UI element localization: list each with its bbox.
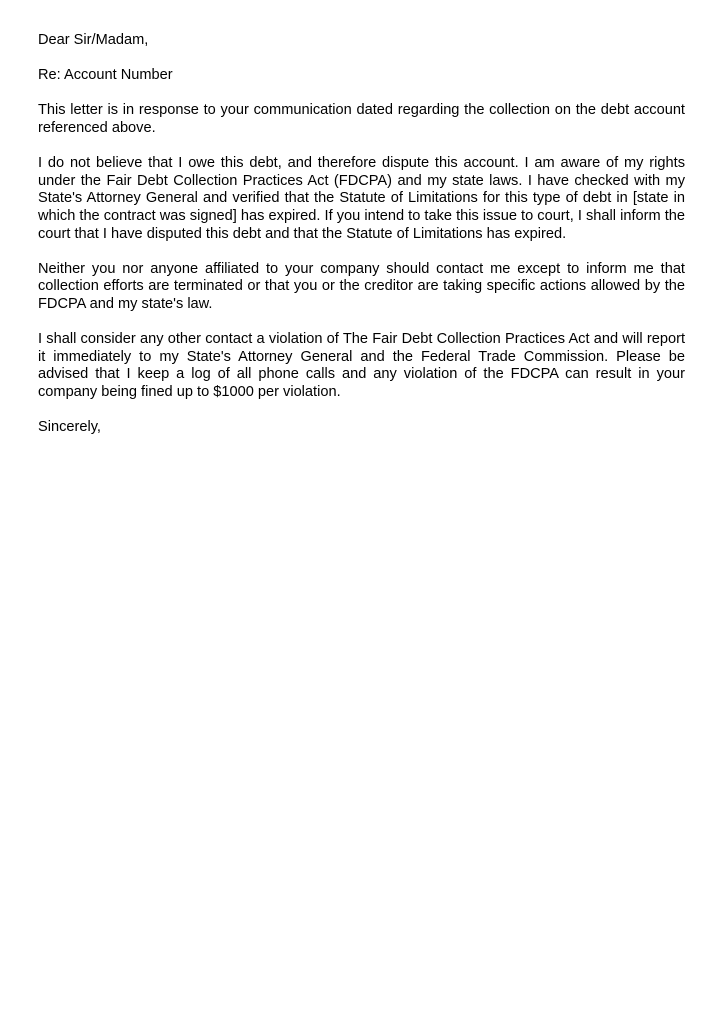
paragraph-response: This letter is in response to your communication dated regarding the collection on the debt account referenced above. [38,102,685,136]
subject-line: Re: Account Number [38,67,173,84]
paragraph-no-contact: Neither you nor anyone affiliated to your company should contact me except to inform me that collection efforts are terminated or that you or the creditor are taking specific actions allowed by the FDCPA and my state's law. [38,260,685,312]
paragraph-violation: I shall consider any other contact a violation of The Fair Debt Collection Practices Act and will report it immediately to my State's Attorney General and the Federal Trade Commission. Please be advised that I keep a log of all phone calls and any violation of the FDCPA can result in your company being fined up to $1000 per violation. [38,331,685,400]
paragraph-dispute: I do not believe that I owe this debt, and therefore dispute this account. I am aware of my rights under the Fair Debt Collection Practices Act (FDCPA) and my state laws. I have checked with my State's Attorney General and verified that the Statute of Limitations for this type of debt in [state in which the contract was signed] has expired. If you intend to take this issue to court, I shall inform the court that I have disputed this debt and that the Statute of Limitations has expired. [38,155,685,242]
letter-page [38,32,685,454]
closing: Sincerely, [38,419,101,436]
salutation: Dear Sir/Madam, [38,32,149,48]
